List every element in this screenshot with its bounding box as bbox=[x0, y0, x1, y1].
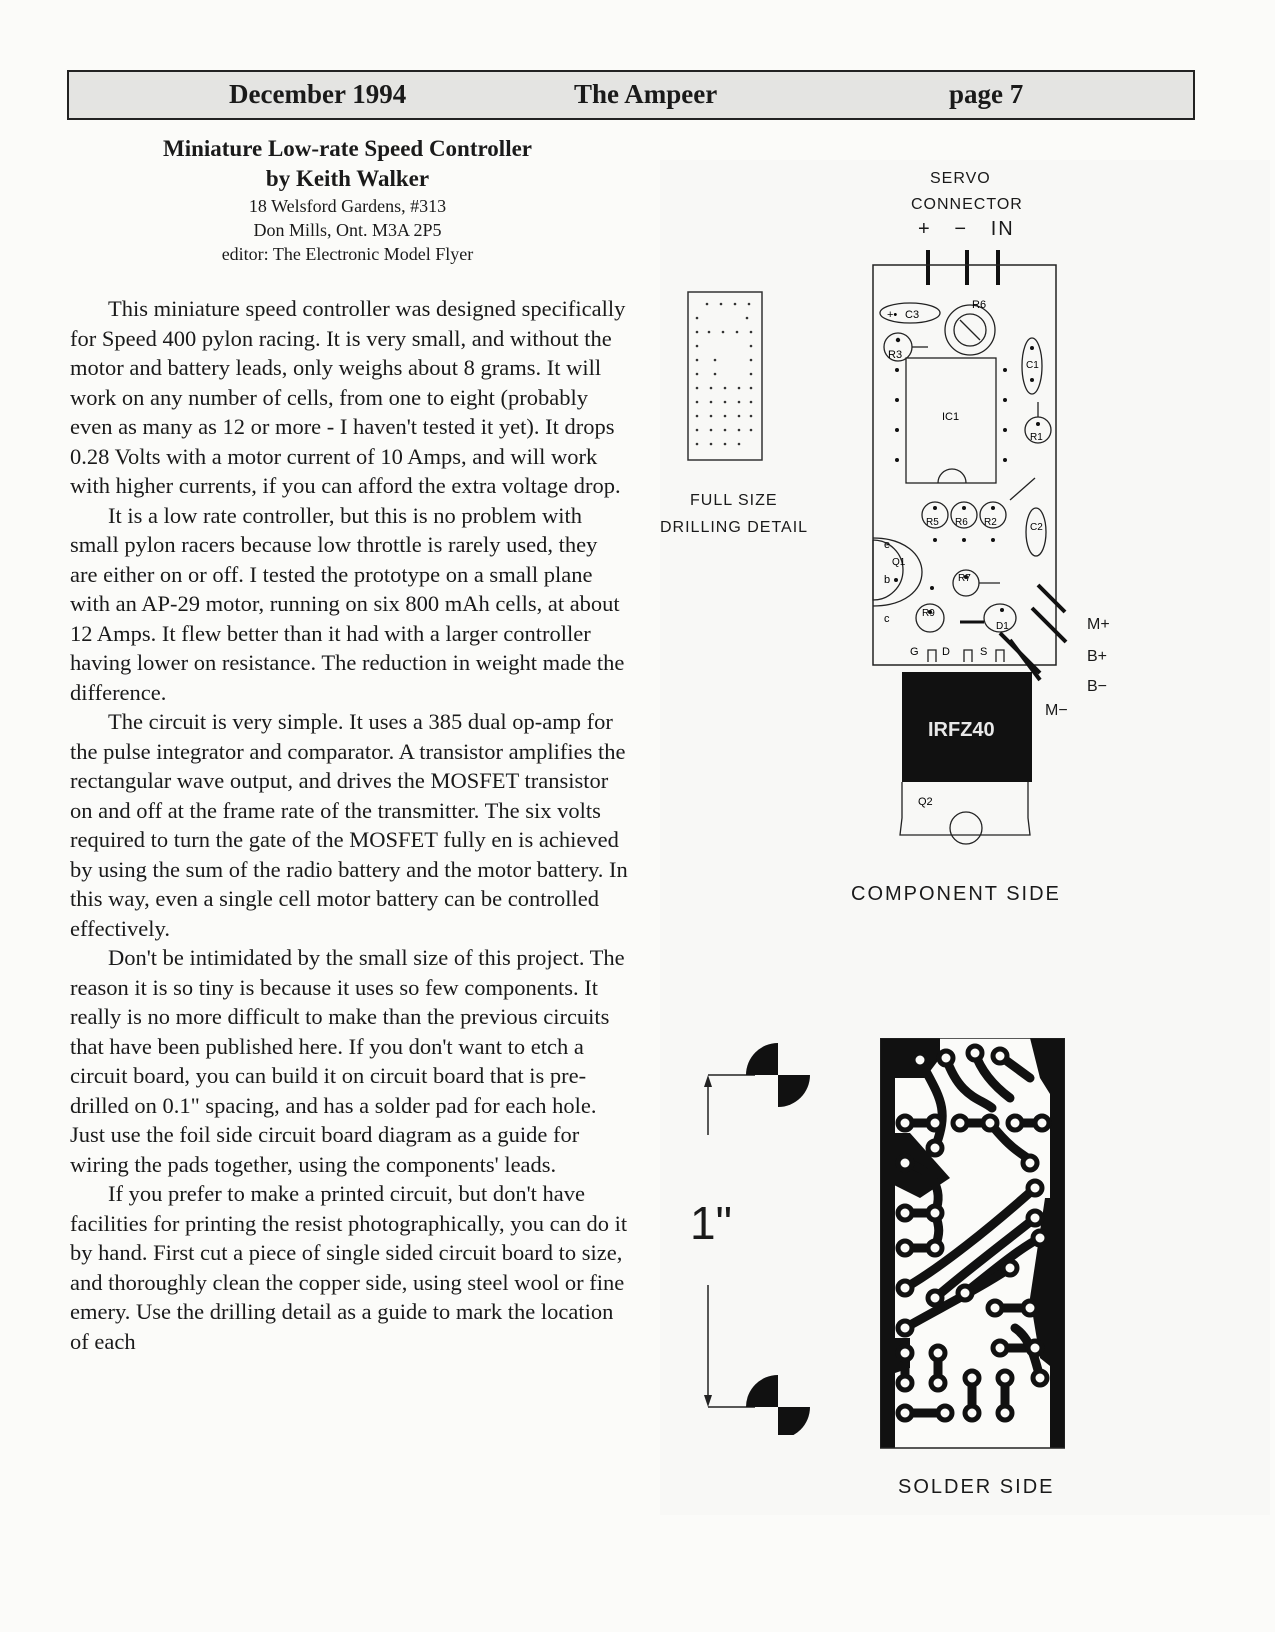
lead-m-minus: M− bbox=[1045, 702, 1068, 719]
part-r9: R9 bbox=[922, 608, 935, 619]
part-r7: R7 bbox=[958, 573, 971, 584]
paragraph: If you prefer to make a printed circuit, but don't have facilities for printing the resist photographically, you can do it by hand. First cut a piece of single sided circuit board to size, and thoroughly clean the copper side, using steel wool or fine emery. Use the drilling detail as a guide to mark the location of each bbox=[70, 1181, 628, 1354]
article-title: Miniature Low-rate Speed Controller bbox=[162, 136, 532, 161]
drilling-detail-diagram bbox=[685, 290, 765, 462]
part-r5: R5 bbox=[926, 517, 939, 528]
part-q1-emitter: e bbox=[884, 539, 891, 551]
component-side-diagram bbox=[860, 250, 1120, 860]
part-ic1: IC1 bbox=[942, 411, 960, 423]
paragraph: Don't be intimidated by the small size of this project. The reason it is so tiny is because it uses so few components. It really is no more difficult to make than the previous circuits that have been published here. If you don't want to etch a circuit board, you can build it on circuit board that is pre-drilled on 0.1" spacing, and has a solder pad for each hole. Just use the foil side circuit board diagram as a guide for wiring the pads together, using the components' leads. bbox=[70, 945, 625, 1177]
servo-pin-labels: + − IN bbox=[918, 218, 1015, 240]
author-address-line2: Don Mills, Ont. M3A 2P5 bbox=[253, 220, 442, 240]
part-q1-base: b bbox=[884, 574, 891, 586]
part-r2: R2 bbox=[984, 517, 997, 528]
mosfet-part-number: IRFZ40 bbox=[928, 719, 995, 741]
lead-b-minus: B− bbox=[1087, 678, 1108, 695]
paragraph: It is a low rate controller, but this is no problem with small pylon racers because low throttle is rarely used, they are either on or off. I tested the prototype on a small plane with an AP-29 motor, running on six 800 mAh cells, at about 12 Amps. It flew better than it had with a larger controller having lower on resistance. The reduction in weight made the difference. bbox=[70, 502, 625, 705]
article-title-block bbox=[70, 134, 625, 266]
servo-label-1: SERVO bbox=[930, 170, 991, 187]
part-q1-collector: c bbox=[884, 613, 890, 625]
svg-text:+•: +• bbox=[887, 309, 898, 321]
part-r3: R3 bbox=[888, 349, 903, 361]
scale-bar bbox=[690, 1035, 825, 1435]
issue-date: December 1994 bbox=[229, 79, 407, 109]
author-address-line1: 18 Welsford Gardens, #313 bbox=[248, 196, 447, 216]
drill-label-1: FULL SIZE bbox=[690, 492, 778, 509]
article-body bbox=[70, 294, 630, 1356]
part-q1: Q1 bbox=[892, 557, 906, 568]
part-d1: D1 bbox=[996, 621, 1009, 632]
pin-g: G bbox=[910, 646, 919, 658]
servo-pins bbox=[928, 250, 998, 285]
pin-d: D bbox=[942, 646, 950, 658]
newsletter-header bbox=[67, 70, 1195, 120]
part-q2: Q2 bbox=[918, 796, 933, 808]
article-author: by Keith Walker bbox=[265, 166, 430, 191]
lead-b-plus: B+ bbox=[1087, 648, 1108, 665]
editor-line: editor: The Electronic Model Flyer bbox=[221, 244, 474, 264]
part-c3: C3 bbox=[905, 309, 920, 321]
drill-label-2: DRILLING DETAIL bbox=[660, 519, 809, 536]
part-c1: C1 bbox=[1026, 360, 1039, 371]
component-side-label: COMPONENT SIDE bbox=[851, 883, 1061, 905]
part-c2: C2 bbox=[1030, 522, 1043, 533]
solder-side-label: SOLDER SIDE bbox=[898, 1476, 1055, 1498]
solder-side-pcb bbox=[880, 1038, 1065, 1456]
newsletter-title: The Ampeer bbox=[574, 79, 718, 109]
pin-s: S bbox=[980, 646, 988, 658]
servo-label-2: CONNECTOR bbox=[911, 196, 1023, 213]
lead-m-plus: M+ bbox=[1087, 616, 1110, 633]
paragraph: The circuit is very simple. It uses a 385 dual op-amp for the pulse integrator and comparator. A transistor amplifies the rectangular wave output, and drives the MOSFET transistor on and off at the frame rate of the transmitter. The six volts required to turn the gate of the MOSFET fully en is achieved by using the sum of the radio battery and the motor battery. In this way, even a single cell motor battery can be controlled effectively. bbox=[70, 709, 628, 941]
paragraph: This miniature speed controller was designed specifically for Speed 400 pylon racing. It is very small, and without the motor and battery leads, only weighs about 8 grams. It will work on any number of cells, from one to eight (probably even as many as 12 or more - I haven't tested it yet). It drops 0.28 Volts with a motor current of 10 Amps, and will work with higher currents, if you can afford the extra voltage drop. bbox=[70, 296, 626, 498]
scale-label: 1" bbox=[690, 1197, 732, 1249]
part-r6-pot: R6 bbox=[972, 299, 987, 311]
part-r1: R1 bbox=[1030, 432, 1043, 443]
part-r6: R6 bbox=[955, 517, 968, 528]
page-number: page 7 bbox=[949, 79, 1024, 109]
